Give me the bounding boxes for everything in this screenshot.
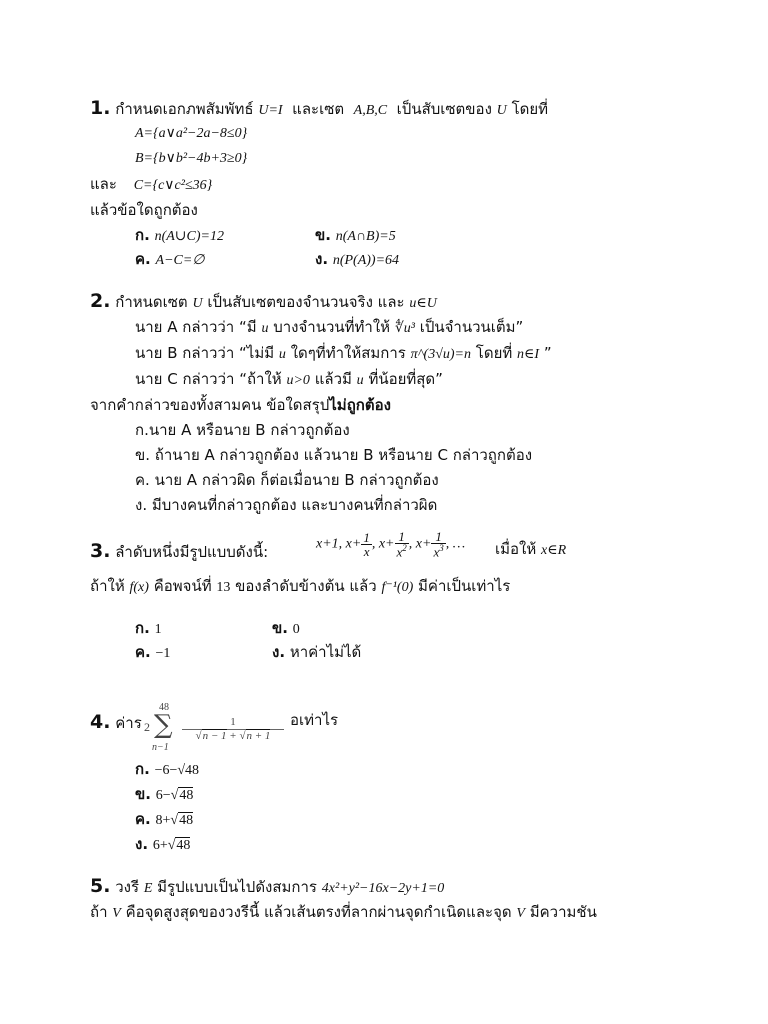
q2-line-c-u: u — [356, 373, 364, 388]
q2-question-emphasis: ไม่ถูกต้อง — [329, 396, 391, 414]
q2-line-a-u: u — [261, 321, 269, 336]
choice-radicand: 48 — [179, 813, 194, 828]
choice-label: ข. — [272, 619, 288, 637]
q3-when — [495, 540, 566, 560]
q5-e: E — [143, 881, 153, 896]
q2-line-c-text3: ที่น้อยที่สุด” — [368, 370, 443, 388]
choice-text: n(A∪C)=12 — [154, 229, 224, 244]
q4-number: 4. — [90, 711, 111, 733]
q2-u: U — [192, 296, 203, 311]
q5-prompt-b: มีรูปแบบเป็นไปดังสมการ — [157, 878, 317, 896]
choice-label: ข. — [315, 226, 331, 244]
choice-text-pre: 6+ — [152, 838, 168, 853]
q2-question — [90, 396, 391, 414]
q2-line-b-text3: โดยที่ — [475, 344, 513, 362]
q2-line-b — [135, 344, 552, 364]
q4-prompt-b: อเท่าไร — [290, 711, 339, 729]
q4-choice-c[interactable] — [135, 810, 193, 830]
q4-choice-b[interactable] — [135, 785, 193, 805]
q1-universe: U=I — [258, 103, 283, 118]
q3-line2-c: ของลำดับข้างต้น แล้ว — [235, 577, 377, 595]
choice-text-pre: 6− — [155, 788, 171, 803]
choice-radicand: 48 — [176, 838, 191, 853]
q5-line2-c: มีความชัน — [529, 903, 597, 921]
q1-choice-c[interactable] — [135, 250, 205, 270]
q4-sum-lower: n−1 — [152, 742, 169, 753]
q3-fx: f(x) — [129, 580, 149, 595]
choice-text: 6+√48 — [152, 838, 191, 853]
choice-text-pre: 8+ — [155, 813, 171, 828]
q3-line2-d: มีค่าเป็นเท่าไร — [418, 577, 511, 595]
q2-line-a — [135, 318, 523, 338]
q2-line-b-quote: ” — [543, 344, 552, 362]
q3-term: 13 — [216, 580, 231, 595]
q4-fraction: 1 √n − 1 + √n + 1 — [182, 716, 284, 743]
q5-line2 — [90, 903, 597, 923]
q4-sum-upper: 48 — [159, 702, 169, 713]
q1-set-c: C={c∨c²≤36} — [133, 178, 213, 193]
choice-text: หาค่าไม่ได้ — [289, 643, 362, 661]
q2-line-a-text2: บางจำนวนที่ทำให้ — [273, 318, 391, 336]
q2-line-b-text2: ใดๆที่ทำให้สมการ — [290, 344, 406, 362]
q5-number: 5. — [90, 875, 111, 897]
q2-choice-b[interactable]: ข. ถ้านาย A กล่าวถูกต้อง แล้วนาย B หรือนาย C กล่าวถูกต้อง — [135, 446, 533, 464]
q3-choice-c[interactable] — [135, 643, 170, 663]
q3-finv: f⁻¹(0) — [381, 580, 414, 595]
q1-u: U — [496, 103, 507, 118]
q5-header — [90, 875, 444, 898]
q3-choice-a[interactable] — [135, 619, 162, 639]
q2-choice-c[interactable]: ค. นาย A กล่าวผิด ก็ต่อเมื่อนาย B กล่าวถูกต้อง — [135, 471, 439, 489]
q4-header — [90, 711, 142, 734]
q3-line2-a: ถ้าให้ — [90, 577, 125, 595]
q2-line-a-text: นาย A กล่าวว่า “มี — [135, 318, 257, 336]
choice-label: ง. — [315, 250, 329, 268]
q2-choice-a[interactable]: ก.นาย A หรือนาย B กล่าวถูกต้อง — [135, 421, 350, 439]
q2-line-a-expr: ∜u³ — [394, 321, 415, 336]
q1-set-b: B={b∨b²−4b+3≥0} — [135, 151, 248, 166]
q5-v2: V — [516, 906, 525, 921]
q3-frac-1: $\frac{1}{x}$ — [363, 529, 370, 559]
q2-intro-b: เป็นสับเซตของจำนวนจริง และ — [207, 293, 405, 311]
q1-set-c-line — [90, 175, 212, 195]
q3-prompt: ลำดับหนึ่งมีรูปแบบดังนี้: — [115, 543, 269, 561]
choice-text: −6−√48 — [154, 763, 200, 778]
q2-intro-a: กำหนดเซต — [115, 293, 188, 311]
q2-line-c — [135, 370, 443, 390]
q2-line-b-u: u — [278, 347, 286, 362]
choice-label: ค. — [135, 250, 151, 268]
choice-text: n(A∩B)=5 — [335, 229, 396, 244]
q4-choice-d[interactable] — [135, 835, 190, 855]
sigma-icon: ∑ — [154, 710, 173, 740]
choice-text: 1 — [154, 622, 162, 637]
q5-equation: 4x²+y²−16x−2y+1=0 — [321, 881, 445, 896]
q4-sum-formula — [144, 702, 286, 752]
q3-header — [90, 540, 268, 563]
q3-when-text: เมื่อให้ — [495, 540, 537, 558]
q1-number: 1. — [90, 97, 111, 119]
q3-choice-b[interactable] — [272, 619, 300, 639]
q3-sequence: x+1, x+ $\frac{1}{x}$ , x+ $\frac{1}{x^2}$ , x+ $\frac{1}{x^3}$ , … — [316, 529, 466, 560]
q3-frac-2: $\frac{1}{x^2}$ — [396, 529, 407, 560]
q2-line-c-text: นาย C กล่าวว่า “ถ้าให้ — [135, 370, 282, 388]
q2-line-b-expr: π^(3√u)=n — [410, 347, 471, 362]
q3-domain: x∈R — [541, 543, 567, 558]
choice-label: ข. — [135, 785, 151, 803]
choice-text: 0 — [292, 622, 300, 637]
q1-sets: A,B,C — [353, 103, 388, 118]
q3-frac-3: $\frac{1}{x^3}$ — [433, 529, 444, 560]
choice-label: ก. — [135, 760, 150, 778]
q4-choice-a[interactable] — [135, 760, 199, 780]
choice-label: ค. — [135, 643, 151, 661]
choice-text: 8+√48 — [155, 813, 194, 828]
choice-radicand: 48 — [179, 788, 194, 803]
q3-number: 3. — [90, 540, 111, 562]
choice-label: ง. — [135, 835, 149, 853]
choice-text: n(P(A))=64 — [332, 253, 400, 268]
choice-label: ค. — [135, 810, 151, 828]
choice-label: ก. — [135, 226, 150, 244]
q3-line2 — [90, 577, 510, 597]
q1-header — [90, 97, 548, 120]
choice-label: ง. — [272, 643, 286, 661]
choice-text: A−C=∅ — [155, 253, 205, 268]
q1-prompt-a: กำหนดเอกภพสัมพัทธ์ — [115, 100, 254, 118]
q2-question-text: จากคำกล่าวของทั้งสามคน ข้อใดสรุป — [90, 396, 330, 414]
q1-prompt-d: โดยที่ — [511, 100, 549, 118]
q2-line-b-n: n∈I — [517, 347, 540, 362]
q1-choice-b[interactable] — [315, 226, 396, 246]
q1-choice-d[interactable] — [315, 250, 399, 270]
q1-and: และ — [90, 175, 117, 193]
choice-label: ก. — [135, 619, 150, 637]
q3-line2-b: คือพจน์ที่ — [153, 577, 212, 595]
q5-prompt-a: วงรี — [115, 878, 140, 896]
q4-prompt-a: ค่าร — [115, 714, 142, 732]
q2-line-b-text: นาย B กล่าวว่า “ไม่มี — [135, 344, 275, 362]
choice-text: 6−√48 — [155, 788, 194, 803]
q4-coef: 2 — [144, 720, 150, 734]
q1-prompt-c: เป็นสับเซตของ — [396, 100, 492, 118]
q1-question: แล้วข้อใดถูกต้อง — [90, 201, 198, 219]
q1-prompt-b: และเซต — [292, 100, 345, 118]
q2-line-a-text3: เป็นจำนวนเต็ม” — [419, 318, 524, 336]
q2-line-c-text2: แล้วมี — [314, 370, 352, 388]
q1-set-a: A={a∨a²−2a−8≤0} — [135, 126, 248, 141]
choice-text: −1 — [155, 646, 171, 661]
q1-choice-a[interactable] — [135, 226, 224, 246]
q3-choice-d[interactable] — [272, 643, 361, 661]
q5-line2-a: ถ้า — [90, 903, 108, 921]
q2-line-c-expr: u>0 — [286, 373, 310, 388]
q3-seq-start: x+1, x+ — [316, 536, 362, 552]
q2-uin: u∈U — [409, 296, 437, 311]
q5-line2-b: คือจุดสูงสุดของวงรีนี้ แล้วเส้นตรงที่ลากผ่านจุดกำเนิดและจุด — [125, 903, 512, 921]
q2-header — [90, 290, 437, 313]
q5-v: V — [112, 906, 121, 921]
q2-number: 2. — [90, 290, 111, 312]
q2-choice-d[interactable]: ง. มีบางคนที่กล่าวถูกต้อง และบางคนที่กล่าวผิด — [135, 496, 438, 514]
